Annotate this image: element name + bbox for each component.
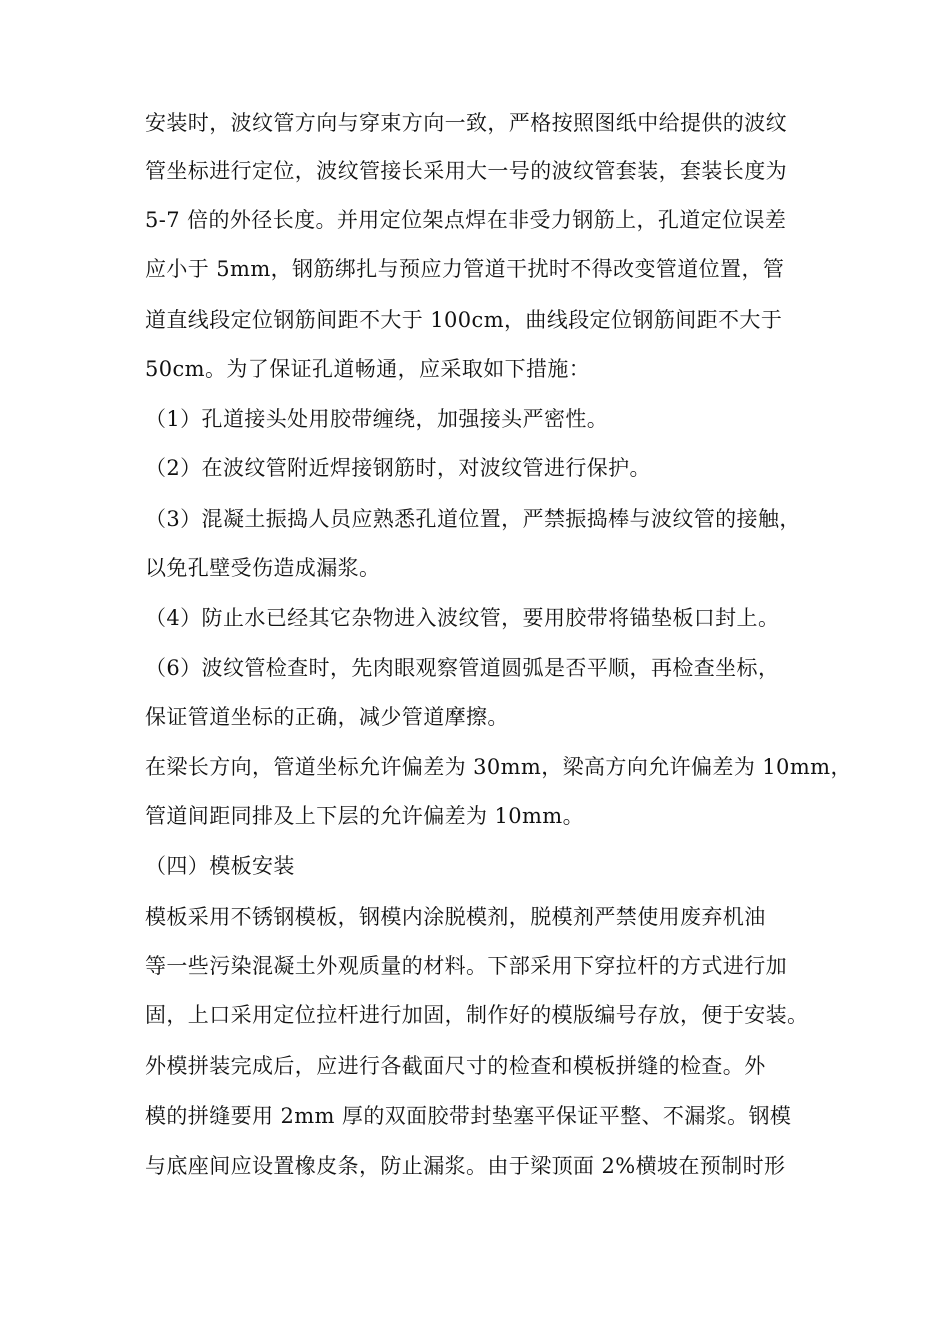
list-item: （6）波纹管检查时，先肉眼观察管道圆弧是否平顺，再检查坐标， xyxy=(145,656,780,680)
list-item: （4）防止水已经其它杂物进入波纹管，要用胶带将锚垫板口封上。 xyxy=(145,606,780,630)
list-item: （3）混凝土振捣人员应熟悉孔道位置，严禁振捣棒与波纹管的接触， xyxy=(145,507,801,531)
text-line: 管道间距同排及上下层的允许偏差为 10mm。 xyxy=(145,804,585,828)
text-line: 50cm。为了保证孔道畅通，应采取如下措施： xyxy=(145,357,591,381)
text-line: 道直线段定位钢筋间距不大于 100cm，曲线段定位钢筋间距不大于 xyxy=(145,308,783,332)
text-line: 以免孔壁受伤造成漏浆。 xyxy=(145,556,381,580)
paragraph-line: 固，上口采用定位拉杆进行加固，制作好的模版编号存放，便于安装。 xyxy=(145,1003,809,1027)
paragraph-line: 外模拼装完成后，应进行各截面尺寸的检查和模板拼缝的检查。外 xyxy=(145,1054,766,1078)
text-line: 管坐标进行定位，波纹管接长采用大一号的波纹管套装，套装长度为 xyxy=(145,159,787,183)
paragraph-line: 与底座间应设置橡皮条，防止漏浆。由于梁顶面 2%横坡在预制时形 xyxy=(145,1154,786,1178)
text-line: 保证管道坐标的正确，减少管道摩擦。 xyxy=(145,705,509,729)
text-line: 应小于 5mm，钢筋绑扎与预应力管道干扰时不得改变管道位置，管 xyxy=(145,257,785,281)
paragraph-line: 模的拼缝要用 2mm 厚的双面胶带封垫塞平保证平整、不漏浆。钢模 xyxy=(145,1104,792,1128)
text-line: 安装时，波纹管方向与穿束方向一致，严格按照图纸中给提供的波纹 xyxy=(145,111,787,135)
paragraph-line: 模板采用不锈钢模板，钢模内涂脱模剂，脱模剂严禁使用废弃机油 xyxy=(145,905,766,929)
list-item: （1）孔道接头处用胶带缠绕，加强接头严密性。 xyxy=(145,407,609,431)
section-heading: （四）模板安装 xyxy=(145,854,295,878)
paragraph-line: 等一些污染混凝土外观质量的材料。下部采用下穿拉杆的方式进行加 xyxy=(145,954,787,978)
text-line: 在梁长方向，管道坐标允许偏差为 30mm，梁高方向允许偏差为 10mm， xyxy=(145,755,852,779)
list-item: （2）在波纹管附近焊接钢筋时，对波纹管进行保护。 xyxy=(145,456,651,480)
text-line: 5-7 倍的外径长度。并用定位架点焊在非受力钢筋上，孔道定位误差 xyxy=(145,208,787,232)
